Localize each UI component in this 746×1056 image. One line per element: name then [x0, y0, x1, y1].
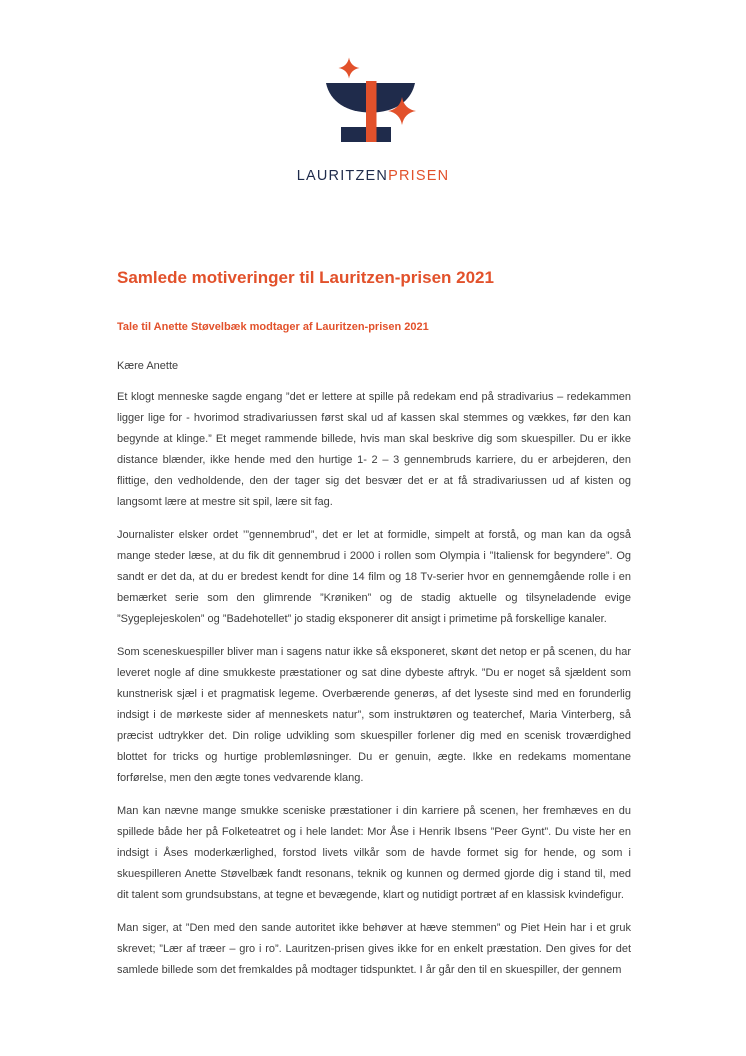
- sparkle-star-top-icon: [339, 58, 360, 79]
- logo-wordmark: [0, 168, 746, 184]
- logo: [0, 0, 746, 184]
- logo-wordmark-lauritzen: LAURITZEN: [296, 168, 389, 184]
- speech-body: [117, 387, 631, 981]
- paragraph-2: Journalister elsker ordet ’”gennembrud”, det er let at formidle, simpelt at forstå, og man kan da også mange steder læse, at du fik dit gennembrud i 2000 i rollen som Olympia i ”Italiensk for begyndere”. Og sandt er det da, at du er bredest kendt for dine 14 film og 18 Tv-serier hvor en gennemgående rolle i en bemærket serie som den glimrende ”Krøniken” og de stadig aktuelle og tilsyneladende evige ”Sygeplejeskolen” og ”Badehotellet” jo stadig eksponerer dit ansigt i primetime på forskellige kanaler.: [117, 529, 631, 625]
- paragraph-3: Som sceneskuespiller bliver man i sagens natur ikke så eksponeret, skønt det netop er på scenen, du har leveret nogle af dine smukkeste præstationer og sat dine dybeste aftryk. ”Du er noget så sjældent som kunstnerisk sjæl i et pragmatisk legeme. Overbærende generøs, af det lyseste sind med en forunderlig indsigt i de mørkeste sider af menneskets natur”, som instruktøren og teaterchef, Maria Vinterberg, så præcist udtrykker det. Din rolige udvikling som skuespiller forlener dig med en scenisk troværdighed blottet for tricks og hurtige problemløsninger. Du er genuin, ægte. Ikke en redekams momentane forførelse, men den ægte tones vedvarende klang.: [117, 646, 631, 784]
- greeting-line: Kære Anette: [117, 360, 179, 372]
- logo-wordmark-prisen: PRISEN: [388, 168, 450, 184]
- lauritzen-award-icon: [318, 56, 428, 150]
- emblem-stem-shape: [366, 81, 377, 142]
- paragraph-5: Man siger, at ”Den med den sande autoritet ikke behøver at hæve stemmen” og Piet Hein har i et gruk skrevet; ”Lær af træer – gro i ro”. Lauritzen-prisen gives ikke for en enkelt præstation. Den gives for det samlede billede som det fremkaldes på modtager tidspunktet. I år går den til en skuespiller, der gennem: [117, 922, 631, 976]
- document-content: [117, 268, 631, 981]
- speech-subtitle: Tale til Anette Støvelbæk modtager af Lauritzen-prisen 2021: [117, 321, 429, 333]
- paragraph-1: Et klogt menneske sagde engang ”det er lettere at spille på redekam end på stradivarius – redekammen ligger lige for - hvorimod stradivariussen først skal ud af kassen skal stemmes og vækkes, før den kan begynde at klinge.” Et meget rammende billede, hvis man skal beskrive dig som skuespiller. Du er ikke distance blænder, ikke hende med den hurtige 1- 2 – 3 gennembruds karriere, du er arbejderen, den flittige, den vedholdende, den der tager sig det besvær det er at få stradivariussen ud af kisten og langsomt lære at mestre sit spil, lære sit fag.: [117, 391, 631, 508]
- paragraph-4: Man kan nævne mange smukke sceniske præstationer i din karriere på scenen, her fremhæves en du spillede både her på Folketeatret og i hele landet: Mor Åse i Henrik Ibsens ”Peer Gynt”. Du viste her en indsigt i Åses moderkærlighed, forstod livets vilkår som de havde formet sig for hende, og som i skuespilleren Anette Støvelbæk fandt resonans, teknik og kunnen og dermed gjorde dig i stand til, med dit talent som grundsubstans, at tegne et bevægende, klart og nutidigt portræt af en klassisk kvindefigur.: [117, 805, 631, 901]
- page-title: Samlede motiveringer til Lauritzen-prisen 2021: [117, 268, 494, 287]
